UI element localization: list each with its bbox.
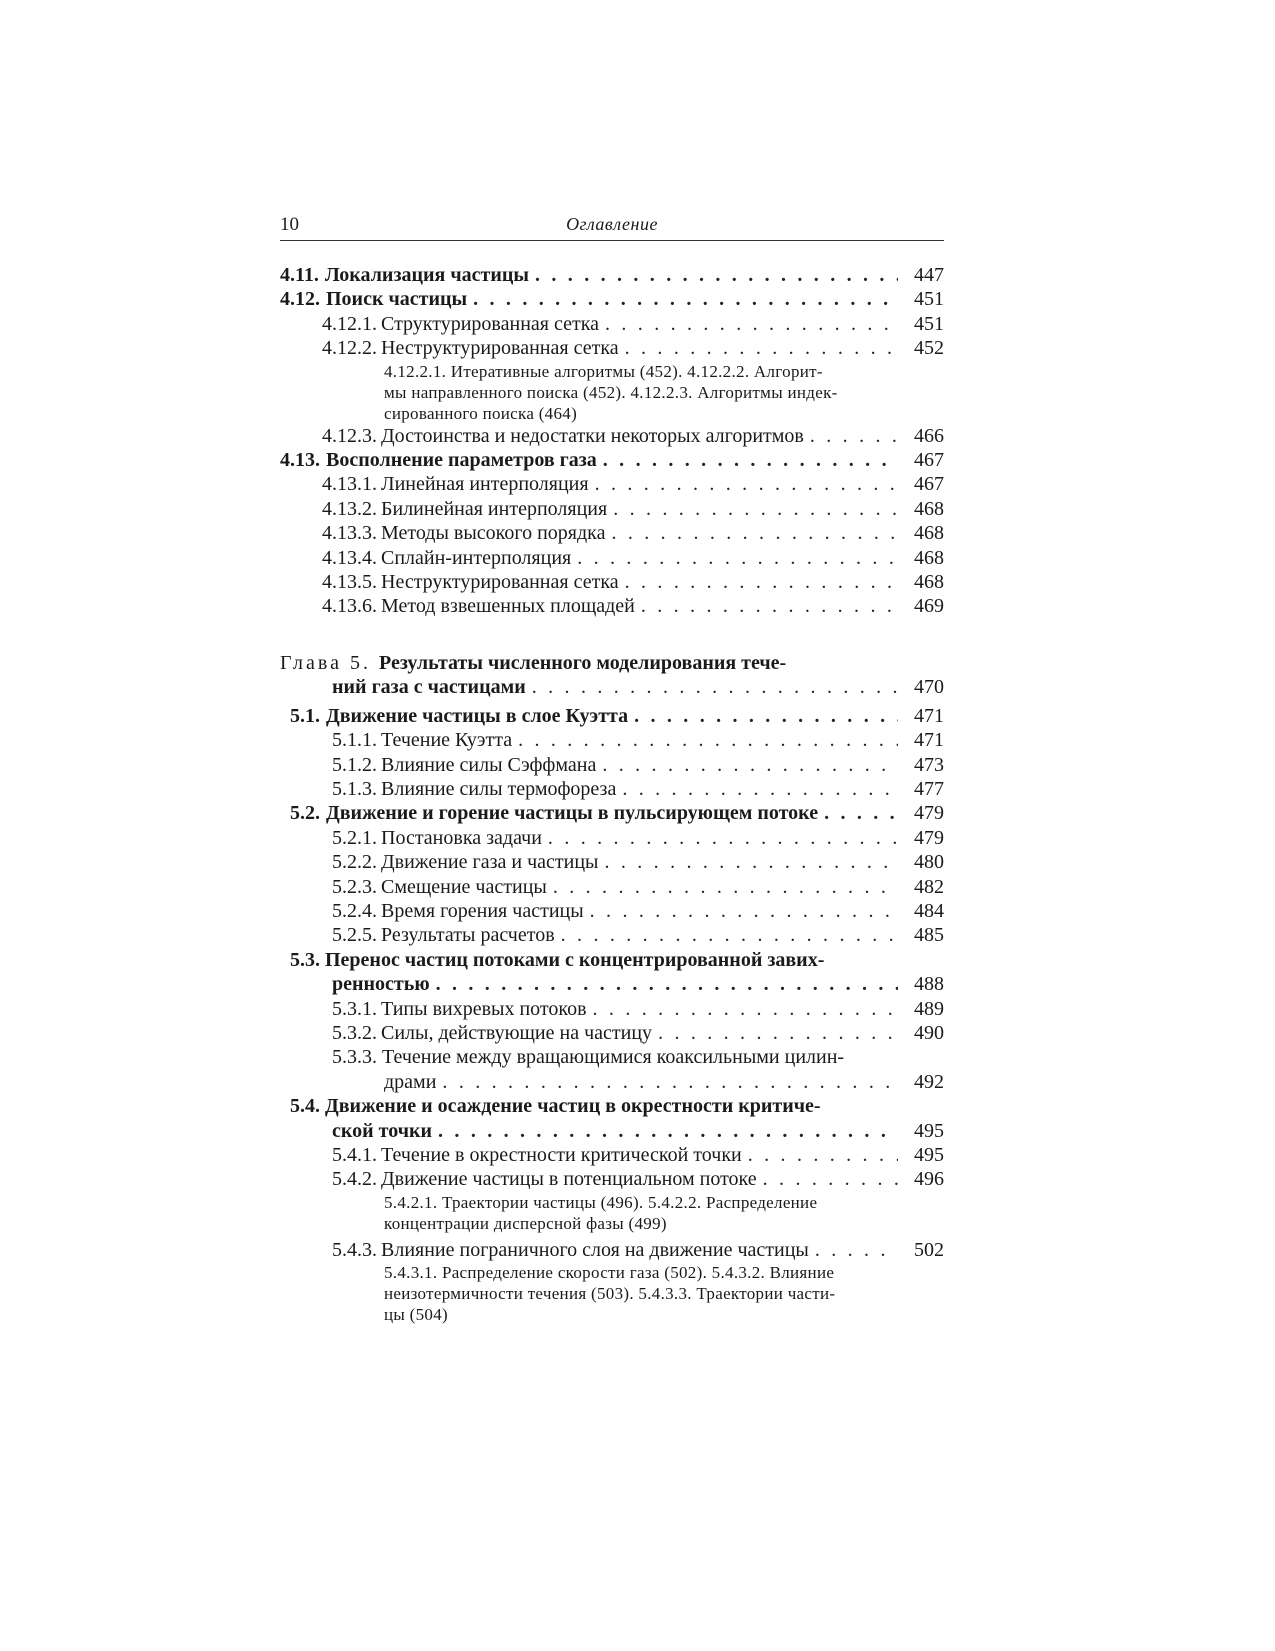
- leader-dots: [589, 472, 898, 496]
- toc-entry-5-1-3[interactable]: 5.1.3. Влияние силы термофореза . . . 477: [280, 777, 944, 801]
- toc-entry-5-1[interactable]: 5.1. Движение частицы в слое Куэтта . . . 471: [280, 704, 944, 728]
- running-title: Оглавление: [566, 214, 658, 234]
- toc-entry-4-12[interactable]: 4.12. Поиск частицы . . . 451: [280, 287, 944, 311]
- leader-dots: [432, 1119, 898, 1143]
- leader-dots: [619, 570, 898, 594]
- page-ref: 451: [914, 288, 944, 311]
- page-ref: 468: [914, 546, 944, 569]
- page-ref: 471: [914, 729, 944, 752]
- leader-dots: [587, 997, 898, 1021]
- toc-entry-4-13-4[interactable]: 4.13.4. Сплайн-интерполяция . . . 468: [280, 546, 944, 570]
- toc-entry-4-12-2[interactable]: 4.12.2. Неструктурированная сетка . . . 452: [280, 336, 944, 360]
- leader-dots: [599, 312, 898, 336]
- page-ref: 502: [914, 1238, 944, 1261]
- leader-dots: [616, 777, 898, 801]
- toc-entry-5-2-5[interactable]: 5.2.5. Результаты расчетов . . . 485: [280, 923, 944, 947]
- page-ref: 495: [914, 1144, 944, 1166]
- toc-subnote-4-12-2: 4.12.2.1. Итеративные алгоритмы (452). 4.12.2.2. Алгорит- мы направленного поиска (452). 4.12.2.3. Алгоритмы индек- сированного поиска (464): [384, 361, 838, 423]
- page-ref: 485: [914, 924, 944, 947]
- toc-entry-5-3-1[interactable]: 5.3.1. Типы вихревых потоков . . . 489: [280, 997, 944, 1021]
- leader-dots: [555, 923, 898, 947]
- toc-entry-5-2-4[interactable]: 5.2.4. Время горения частицы . . . 484: [280, 899, 944, 923]
- toc-entry-4-12-3[interactable]: 4.12.3. Достоинства и недостатки некоторых алгоритмов . . . 466: [280, 424, 944, 448]
- page-ref: 477: [914, 777, 944, 800]
- chapter-label: Глава 5.: [280, 651, 371, 674]
- page-ref: 470: [914, 676, 944, 699]
- toc-entry-5-1-1[interactable]: 5.1.1. Течение Куэтта . . . 471: [280, 728, 944, 752]
- leader-dots: [542, 826, 898, 850]
- leader-dots: [571, 546, 898, 570]
- leader-dots: [430, 972, 898, 996]
- leader-dots: [596, 753, 898, 777]
- toc-entry-4-13-6[interactable]: 4.13.6. Метод взвешенных площадей . . . 469: [280, 594, 944, 618]
- toc-subnote-5-4-3: 5.4.3.1. Распределение скорости газа (502). 5.4.3.2. Влияние неизотермичности течения (503). 5.4.3.3. Траектории части- цы (504): [384, 1263, 836, 1325]
- page-ref: 495: [914, 1119, 944, 1142]
- leader-dots: [584, 899, 898, 923]
- page-ref: 468: [914, 571, 944, 594]
- leader-dots: [512, 728, 898, 752]
- toc-entry-5-2-3[interactable]: 5.2.3. Смещение частицы . . . 482: [280, 875, 944, 899]
- table-of-contents: [280, 263, 944, 1325]
- toc-entry-5-4-3[interactable]: 5.4.3. Влияние пограничного слоя на движение частицы . . . 502: [280, 1238, 944, 1262]
- toc-entry-5-3-2[interactable]: 5.3.2. Силы, действующие на частицу . . . 490: [280, 1021, 944, 1045]
- leader-dots: [818, 801, 898, 825]
- toc-subnote-5-4-2: 5.4.2.1. Траектории частицы (496). 5.4.2.2. Распределение концентрации дисперсной фазы (499): [384, 1192, 818, 1233]
- toc-entry-4-13-3[interactable]: 4.13.3. Методы высокого порядка . . . 468: [280, 521, 944, 545]
- toc-entry-5-2[interactable]: 5.2. Движение и горение частицы в пульсирующем потоке . . . 479: [280, 801, 944, 825]
- leader-dots: [526, 675, 898, 699]
- toc-entry-4-12-1[interactable]: 4.12.1. Структурированная сетка . . . 451: [280, 312, 944, 336]
- leader-dots: [804, 424, 898, 448]
- page-ref: 467: [914, 449, 944, 472]
- leader-dots: [809, 1238, 898, 1262]
- toc-entry-5-2-1[interactable]: 5.2.1. Постановка задачи . . . 479: [280, 826, 944, 850]
- page-ref: 479: [914, 802, 944, 825]
- page-ref: 480: [914, 851, 944, 874]
- page-ref: 479: [914, 826, 944, 849]
- chapter-title: Результаты численного моделирования тече-: [378, 651, 787, 674]
- page-ref: 489: [914, 997, 944, 1020]
- page-number: 10: [280, 214, 299, 235]
- page-ref: 484: [914, 899, 944, 922]
- leader-dots: [619, 336, 898, 360]
- leader-dots: [757, 1167, 898, 1191]
- leader-dots: [742, 1143, 898, 1167]
- toc-entry-4-13-2[interactable]: 4.13.2. Билинейная интерполяция . . . 468: [280, 497, 944, 521]
- leader-dots: [436, 1070, 898, 1094]
- page-ref: 466: [914, 424, 944, 447]
- toc-entry-4-13-5[interactable]: 4.13.5. Неструктурированная сетка . . . 468: [280, 570, 944, 594]
- running-header: [280, 210, 944, 241]
- toc-entry-4-11[interactable]: 4.11. Локализация частицы . . . 447: [280, 263, 944, 287]
- toc-entry-5-3[interactable]: 5.3. Перенос частиц потоками с концентрированной завих- ренностью . . . 488: [280, 948, 944, 997]
- page-ref: 447: [914, 264, 944, 286]
- page-ref: 469: [914, 595, 944, 618]
- page-ref: 452: [914, 337, 944, 360]
- toc-chapter-5[interactable]: Глава 5. Результаты численного моделирования тече- ний газа с частицами . . . 470: [280, 651, 944, 700]
- page-ref: 468: [914, 497, 944, 520]
- page-ref: 490: [914, 1021, 944, 1044]
- page-ref: 451: [914, 312, 944, 335]
- leader-dots: [635, 594, 898, 618]
- leader-dots: [547, 875, 898, 899]
- page-ref: 467: [914, 473, 944, 496]
- toc-entry-5-4[interactable]: 5.4. Движение и осаждение частиц в окрестности критиче- ской точки . . . 495: [280, 1094, 944, 1143]
- leader-dots: [652, 1021, 898, 1045]
- page-ref: 471: [914, 704, 944, 727]
- toc-page: [280, 210, 944, 1325]
- leader-dots: [628, 704, 898, 728]
- leader-dots: [467, 287, 898, 311]
- leader-dots: [607, 497, 898, 521]
- leader-dots: [597, 448, 898, 472]
- leader-dots: [598, 850, 898, 874]
- leader-dots: [605, 521, 898, 545]
- page-ref: 492: [914, 1070, 944, 1093]
- leader-dots: [529, 263, 898, 287]
- page-ref: 488: [914, 973, 944, 996]
- page-ref: 496: [914, 1168, 944, 1191]
- toc-entry-5-4-1[interactable]: 5.4.1. Течение в окрестности критической точки . . . 495: [280, 1143, 944, 1167]
- toc-entry-5-4-2[interactable]: 5.4.2. Движение частицы в потенциальном потоке . . . 496: [280, 1167, 944, 1191]
- page-ref: 482: [914, 875, 944, 898]
- page-ref: 468: [914, 522, 944, 545]
- toc-entry-5-2-2[interactable]: 5.2.2. Движение газа и частицы . . . 480: [280, 850, 944, 874]
- toc-entry-4-13-1[interactable]: 4.13.1. Линейная интерполяция . . . 467: [280, 472, 944, 496]
- toc-entry-5-3-3[interactable]: 5.3.3. Течение между вращающимися коаксильными цилин- драми . . . 492: [280, 1045, 944, 1094]
- page-ref: 473: [914, 753, 944, 776]
- toc-entry-5-1-2[interactable]: 5.1.2. Влияние силы Сэффмана . . . 473: [280, 753, 944, 777]
- toc-entry-4-13[interactable]: 4.13. Восполнение параметров газа . . . 467: [280, 448, 944, 472]
